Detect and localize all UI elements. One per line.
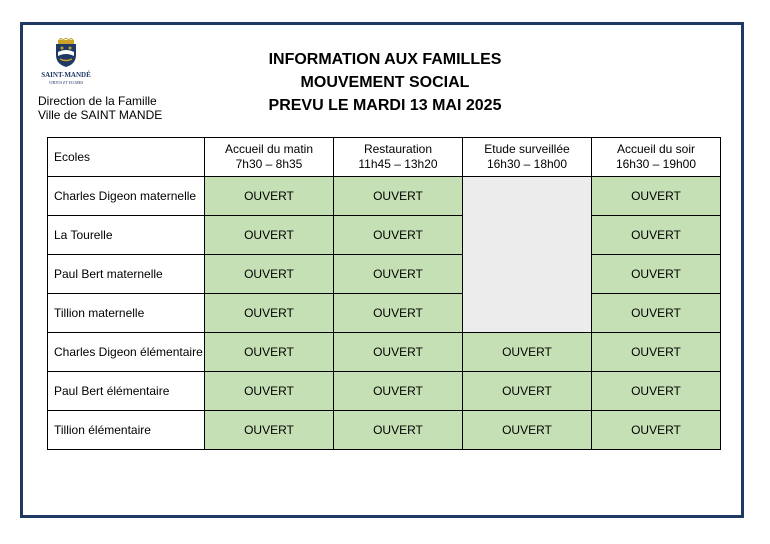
header-morning bbox=[205, 138, 334, 177]
status-cell: OUVERT bbox=[592, 333, 721, 372]
org-line-1: Direction de la Famille bbox=[38, 94, 157, 108]
status-cell: OUVERT bbox=[334, 216, 463, 255]
table-row bbox=[48, 294, 721, 333]
status-cell: OUVERT bbox=[334, 255, 463, 294]
logo-motto: VIRTUS ET FLORES bbox=[48, 80, 84, 85]
school-name: Paul Bert élémentaire bbox=[48, 372, 205, 411]
status-cell: OUVERT bbox=[205, 294, 334, 333]
table-row bbox=[48, 177, 721, 216]
header-hours: 11h45 – 13h20 bbox=[358, 157, 438, 171]
city-logo bbox=[40, 38, 92, 94]
title-line-1: INFORMATION AUX FAMILLES bbox=[268, 51, 502, 68]
status-cell: OUVERT bbox=[334, 177, 463, 216]
status-cell: OUVERT bbox=[592, 372, 721, 411]
status-cell: OUVERT bbox=[463, 333, 592, 372]
status-cell: OUVERT bbox=[463, 411, 592, 450]
status-cell: OUVERT bbox=[592, 255, 721, 294]
header-hours: 16h30 – 18h00 bbox=[486, 157, 568, 171]
header-label: Etude surveillée bbox=[484, 142, 570, 156]
header-evening bbox=[592, 138, 721, 177]
organization bbox=[38, 94, 162, 122]
header-label: Accueil du matin bbox=[224, 142, 314, 156]
status-cell: OUVERT bbox=[205, 372, 334, 411]
status-cell: OUVERT bbox=[592, 411, 721, 450]
header-study bbox=[463, 138, 592, 177]
school-name: Tillion maternelle bbox=[48, 294, 205, 333]
status-cell: OUVERT bbox=[205, 177, 334, 216]
header-label: Accueil du soir bbox=[616, 142, 696, 156]
coat-of-arms-icon bbox=[53, 38, 79, 68]
table-row bbox=[48, 372, 721, 411]
school-name: Tillion élémentaire bbox=[48, 411, 205, 450]
table-row bbox=[48, 255, 721, 294]
status-cell: OUVERT bbox=[205, 333, 334, 372]
status-cell: OUVERT bbox=[463, 372, 592, 411]
status-cell: OUVERT bbox=[205, 255, 334, 294]
school-name: Charles Digeon maternelle bbox=[48, 177, 205, 216]
header-label: Restauration bbox=[363, 142, 433, 156]
header-hours: 16h30 – 19h00 bbox=[615, 157, 697, 171]
table-header-row bbox=[48, 138, 721, 177]
title-line-3: PREVU LE MARDI 13 MAI 2025 bbox=[268, 97, 502, 114]
header-hours: 7h30 – 8h35 bbox=[235, 157, 303, 171]
logo-name: SAINT-MANDÉ bbox=[41, 71, 91, 79]
table-row bbox=[48, 333, 721, 372]
header-label: Ecoles bbox=[54, 149, 91, 164]
status-cell: OUVERT bbox=[205, 216, 334, 255]
table-row bbox=[48, 411, 721, 450]
table-row bbox=[48, 216, 721, 255]
status-cell: OUVERT bbox=[334, 294, 463, 333]
status-cell: OUVERT bbox=[592, 177, 721, 216]
status-cell: OUVERT bbox=[592, 216, 721, 255]
schedule-table bbox=[47, 137, 721, 450]
status-cell: OUVERT bbox=[334, 372, 463, 411]
status-cell: OUVERT bbox=[334, 411, 463, 450]
unavailable-cell bbox=[463, 177, 592, 333]
header-lunch bbox=[334, 138, 463, 177]
status-cell: OUVERT bbox=[205, 411, 334, 450]
status-cell: OUVERT bbox=[334, 333, 463, 372]
header-schools bbox=[48, 138, 205, 177]
org-line-2: Ville de SAINT MANDE bbox=[38, 108, 163, 122]
school-name: La Tourelle bbox=[48, 216, 205, 255]
page-title bbox=[215, 48, 555, 117]
title-line-2: MOUVEMENT SOCIAL bbox=[300, 74, 470, 91]
school-name: Charles Digeon élémentaire bbox=[48, 333, 205, 372]
status-cell: OUVERT bbox=[592, 294, 721, 333]
school-name: Paul Bert maternelle bbox=[48, 255, 205, 294]
